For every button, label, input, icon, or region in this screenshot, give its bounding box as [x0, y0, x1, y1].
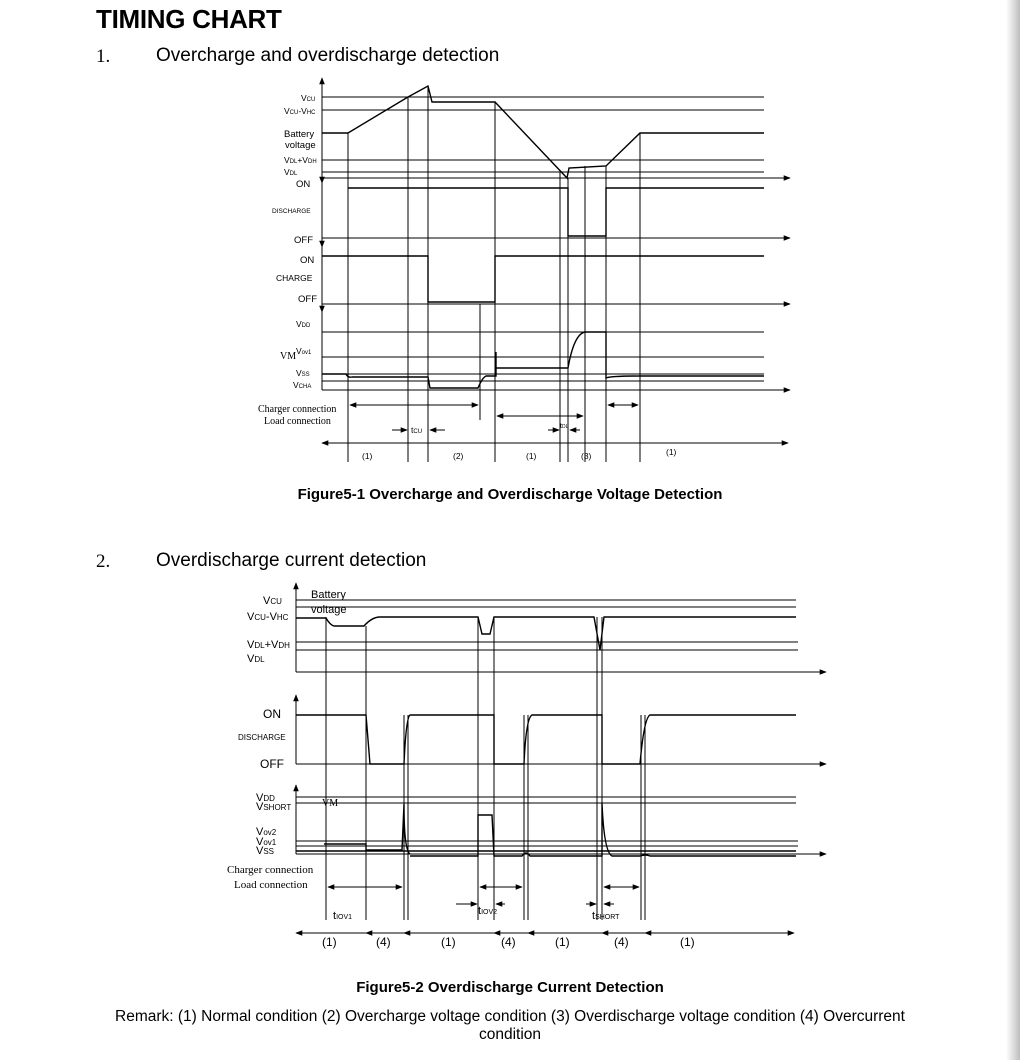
fig1-label-vov1: Vov1: [296, 346, 312, 356]
fig2-label-vov2: Vov2: [256, 826, 277, 838]
fig1-label-vcha: VCHA: [293, 380, 312, 390]
figure-2-labels: [227, 589, 695, 949]
figure-2-caption: Figure5-2 Overdischarge Current Detection: [356, 979, 664, 996]
fig2-label-vov1: Vov1: [256, 836, 277, 848]
fig2-label-vcu-vhc: VCU-VHC: [247, 611, 289, 623]
fig2-period-3: (1): [441, 935, 456, 949]
fig2-discharge-waveform: [296, 715, 796, 764]
fig1-label-charge: CHARGE: [276, 273, 313, 283]
figure-2-diagram: [296, 583, 826, 933]
fig1-label-discharge: DISCHARGE: [272, 208, 311, 215]
fig1-label-vcu-vhc: VCU-VHC: [284, 106, 316, 116]
fig2-label-vdd: VDD: [256, 792, 275, 804]
fig2-label-voltage: voltage: [311, 604, 347, 616]
fig2-label-vcu: VCU: [263, 595, 282, 607]
fig1-battery-waveform: [348, 86, 764, 178]
figure-1-diagram: [322, 78, 790, 462]
fig1-label-on-1: ON: [296, 179, 311, 190]
fig1-label-voltage: voltage: [285, 140, 316, 151]
figure-1-caption: Figure5-1 Overcharge and Overdischarge Voltage Detection: [297, 486, 723, 503]
fig2-label-battery: Battery: [311, 589, 346, 601]
fig1-label-vdl: VDL: [284, 167, 298, 177]
fig2-label-tshort: tSHORT: [592, 910, 620, 922]
fig2-period-1: (1): [322, 935, 337, 949]
figure-1-labels: [258, 93, 677, 461]
fig1-label-tdl: tDL: [560, 423, 569, 430]
fig2-label-vshort: VSHORT: [256, 801, 292, 813]
section-1-number: 1.: [96, 46, 111, 67]
fig1-label-tcu: tCU: [411, 425, 423, 435]
fig1-discharge-waveform: [348, 188, 764, 236]
fig2-label-off: OFF: [260, 757, 284, 771]
fig1-period-1b: (1): [526, 451, 537, 461]
fig2-period-7: (1): [680, 935, 695, 949]
fig2-label-charger-connection: Charger connection: [227, 864, 314, 876]
fig1-vm-waveform: [322, 332, 764, 388]
fig1-label-off-1: OFF: [294, 235, 313, 246]
fig2-label-discharge: DISCHARGE: [238, 733, 286, 742]
fig1-label-off-2: OFF: [298, 294, 317, 305]
fig1-label-vm: VM: [280, 351, 297, 362]
fig2-period-5: (1): [555, 935, 570, 949]
fig2-label-on: ON: [263, 707, 281, 721]
page-title: TIMING CHART: [96, 4, 282, 34]
fig2-period-2: (4): [376, 935, 391, 949]
fig2-period-6: (4): [614, 935, 629, 949]
section-2-number: 2.: [96, 551, 111, 572]
fig1-period-3: (3): [581, 451, 592, 461]
fig2-label-vdl: VDL: [247, 653, 265, 665]
fig2-label-vss: VSS: [256, 845, 275, 857]
fig2-label-vm: VM: [322, 798, 339, 809]
fig2-label-tiov1: tIOV1: [333, 910, 353, 922]
fig1-label-on-2: ON: [300, 255, 315, 266]
fig2-label-load-connection: Load connection: [234, 879, 308, 891]
fig2-label-vdl-vdh: VDL+VDH: [247, 639, 290, 651]
fig2-period-4: (4): [501, 935, 516, 949]
fig1-label-battery: Battery: [284, 129, 315, 140]
fig1-label-load-connection: Load connection: [264, 416, 331, 427]
fig1-label-vdd: VDD: [296, 319, 311, 329]
fig2-label-tiov2: tIOV2: [478, 905, 498, 917]
fig1-label-vss: VSS: [296, 368, 310, 378]
section-1-title: Overcharge and overdischarge detection: [156, 45, 500, 66]
fig1-period-1c: (1): [666, 447, 677, 457]
fig1-label-vdl-vdh: VDL+VDH: [284, 155, 317, 165]
fig2-vm-waveform: [324, 803, 796, 856]
fig1-period-1a: (1): [362, 451, 373, 461]
fig2-battery-waveform: [296, 617, 796, 650]
fig1-label-vcu: VCU: [301, 93, 316, 103]
fig1-period-2: (2): [453, 451, 464, 461]
fig1-label-charger-connection: Charger connection: [258, 404, 337, 415]
remark-text: Remark: (1) Normal condition (2) Overcharge voltage condition (3) Overdischarge voltage condition (4) Overcurrent condition: [115, 1008, 905, 1043]
fig1-charge-waveform: [322, 256, 764, 302]
section-2-title: Overdischarge current detection: [156, 550, 427, 571]
